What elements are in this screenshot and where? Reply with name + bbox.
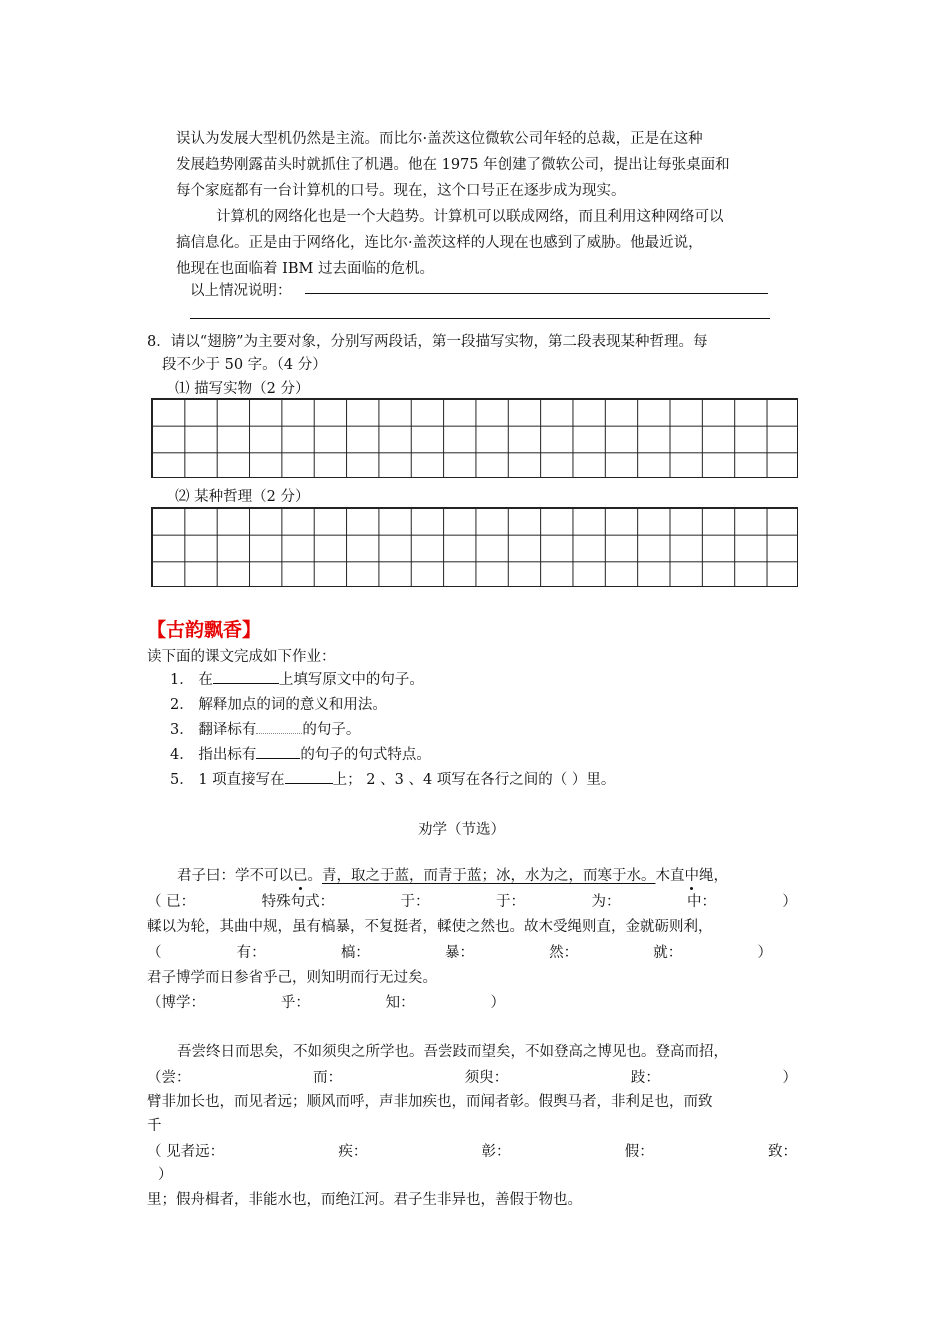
gloss-5-1: 疾： (338, 1144, 368, 1160)
gloss-row-2[interactable] (147, 941, 772, 962)
instruction-3-b: 的句子。 (302, 722, 361, 738)
gloss-4-1: 而： (313, 1070, 343, 1086)
gloss-5-3: 假： (624, 1144, 654, 1160)
gloss-2-3: 暴： (444, 945, 474, 961)
instruction-1-a: 1． 在 (170, 672, 213, 688)
wavy-sample (256, 719, 302, 734)
gloss-row-5-close: ） (158, 1167, 173, 1183)
dotted-word-zhong: 中 (684, 868, 699, 884)
gloss-1-1: 特殊句式： (261, 894, 335, 910)
passage-line-4: 计算机的网络化也是一个大趋势。计算机可以联成网络，而且利用这种网络可以 (216, 209, 724, 225)
gloss-5-4: 致： (767, 1144, 797, 1160)
answer-line-1[interactable] (305, 293, 768, 294)
gloss-1-6: ） (782, 894, 797, 910)
gloss-row-1[interactable] (147, 890, 797, 911)
section-title: 【古韵飘香】 (147, 619, 262, 641)
q8-line-2: 段不少于 50 字。（4 分） (162, 357, 327, 373)
instruction-4-b: 的句子的句式特点。 (300, 747, 431, 763)
gloss-1-4: 为： (591, 894, 621, 910)
blank-sample-1 (213, 669, 279, 684)
gloss-1-2: 于： (400, 894, 430, 910)
text-para-3: 君子博学而日参省乎己，则知明而行无过矣。 (147, 970, 437, 986)
gloss-3-0: （博学： (147, 995, 205, 1011)
text-para-5: 臂非加长也，而见者远；顺风而呼，声非加疾也，而闻者彰。假舆马者，非利足也，而致 (147, 1094, 713, 1110)
gloss-1-0: （ 已： (147, 894, 196, 910)
gloss-5-0: （ 见者远： (147, 1144, 225, 1160)
p1-part-a: 君子曰：学不可以 (177, 868, 293, 884)
text-para-4: 吾尝终日而思矣，不如须臾之所学也。吾尝跂而望矣，不如登高之博见也。登高而招， (177, 1044, 728, 1060)
gloss-2-5: 就： (653, 945, 683, 961)
text-para-5-wrap: 千 (147, 1118, 162, 1134)
instruction-4-a: 4． 指出标有 (170, 747, 257, 763)
text-para-2: 輮以为轮，其曲中规，虽有槁暴，不复挺者，輮使之然也。故木受绳则直，金就砺则利， (147, 919, 713, 935)
instruction-5 (170, 768, 615, 789)
answer-line-2[interactable] (190, 318, 770, 319)
q8-part1-label: ⑴ 描写实物（2 分） (175, 381, 310, 397)
section-intro: 读下面的课文完成如下作业： (147, 649, 336, 665)
gloss-4-2: 须臾： (464, 1070, 509, 1086)
p1-part-c: 。 (307, 868, 322, 884)
p1-part-d: 木直 (655, 868, 685, 884)
gloss-3-3: ） (490, 995, 505, 1011)
instruction-3-a: 3． 翻译标有 (170, 722, 257, 738)
gloss-1-3: 于： (496, 894, 526, 910)
gloss-row-5[interactable] (147, 1140, 797, 1161)
answer-prompt: 以上情况说明： (190, 283, 292, 299)
gloss-row-4[interactable] (147, 1066, 797, 1087)
instruction-1-b: 上填写原文中的句子。 (278, 672, 424, 688)
passage-line-3: 每个家庭都有一台计算机的口号。现在，这个口号正在逐步成为现实。 (176, 183, 626, 199)
text-title: 劝学（节选） (418, 822, 505, 838)
q8-part2-label: ⑵ 某种哲理（2 分） (175, 489, 310, 505)
passage-line-6: 他现在也面临着 IBM 过去面临的危机。 (176, 261, 434, 277)
writing-grid-2[interactable] (151, 507, 798, 587)
blank-sample-5 (285, 769, 333, 784)
gloss-3-2: 知： (385, 995, 415, 1011)
instruction-5-a: 5． 1 项直接写在 (170, 772, 285, 788)
instruction-3 (170, 718, 360, 739)
gloss-4-3: 跂： (630, 1070, 660, 1086)
instruction-1 (170, 668, 424, 689)
gloss-2-2: 槁： (340, 945, 370, 961)
passage-line-1: 误认为发展大型机仍然是主流。而比尔·盖茨这位微软公司年轻的总裁，正是在这种 (176, 131, 703, 147)
gloss-1-5: 中： (686, 894, 716, 910)
p1-part-f: 绳， (699, 868, 728, 884)
gloss-3-1: 乎： (280, 995, 310, 1011)
instruction-2: 2． 解释加点的词的意义和用法。 (170, 697, 387, 713)
text-para-1 (177, 864, 728, 885)
gloss-4-4: ） (782, 1070, 797, 1086)
gloss-2-4: 然： (549, 945, 579, 961)
gloss-row-3[interactable] (147, 991, 505, 1012)
gloss-4-0: （尝： (147, 1070, 191, 1086)
instruction-5-b: 上； 2 、3 、4 项写在各行之间的（ ）里。 (332, 772, 616, 788)
text-para-6: 里；假舟楫者，非能水也，而绝江河。君子生非异也，善假于物也。 (147, 1192, 582, 1208)
writing-grid-1[interactable] (151, 398, 798, 478)
q8-line-1: 8．请以“翅膀”为主要对象，分别写两段话，第一段描写实物，第二段表现某种哲理。每 (147, 334, 708, 350)
passage-line-5: 搞信息化。正是由于网络化，连比尔·盖茨这样的人现在也感到了威胁。他最近说， (176, 235, 703, 251)
underlined-sentence: 青，取之于蓝，而青于蓝；冰，水为之，而寒于水。 (322, 868, 656, 884)
dotted-word-yi: 已 (293, 868, 308, 884)
gloss-2-1: 有： (236, 945, 266, 961)
passage-line-2: 发展趋势刚露苗头时就抓住了机遇。他在 1975 年创建了微软公司，提出让每张桌面和 (176, 157, 730, 173)
underline-sample (256, 744, 300, 759)
gloss-2-0: （ (147, 945, 162, 961)
instruction-4 (170, 743, 431, 764)
gloss-5-2: 彰： (481, 1144, 511, 1160)
gloss-2-6: ） (757, 945, 772, 961)
